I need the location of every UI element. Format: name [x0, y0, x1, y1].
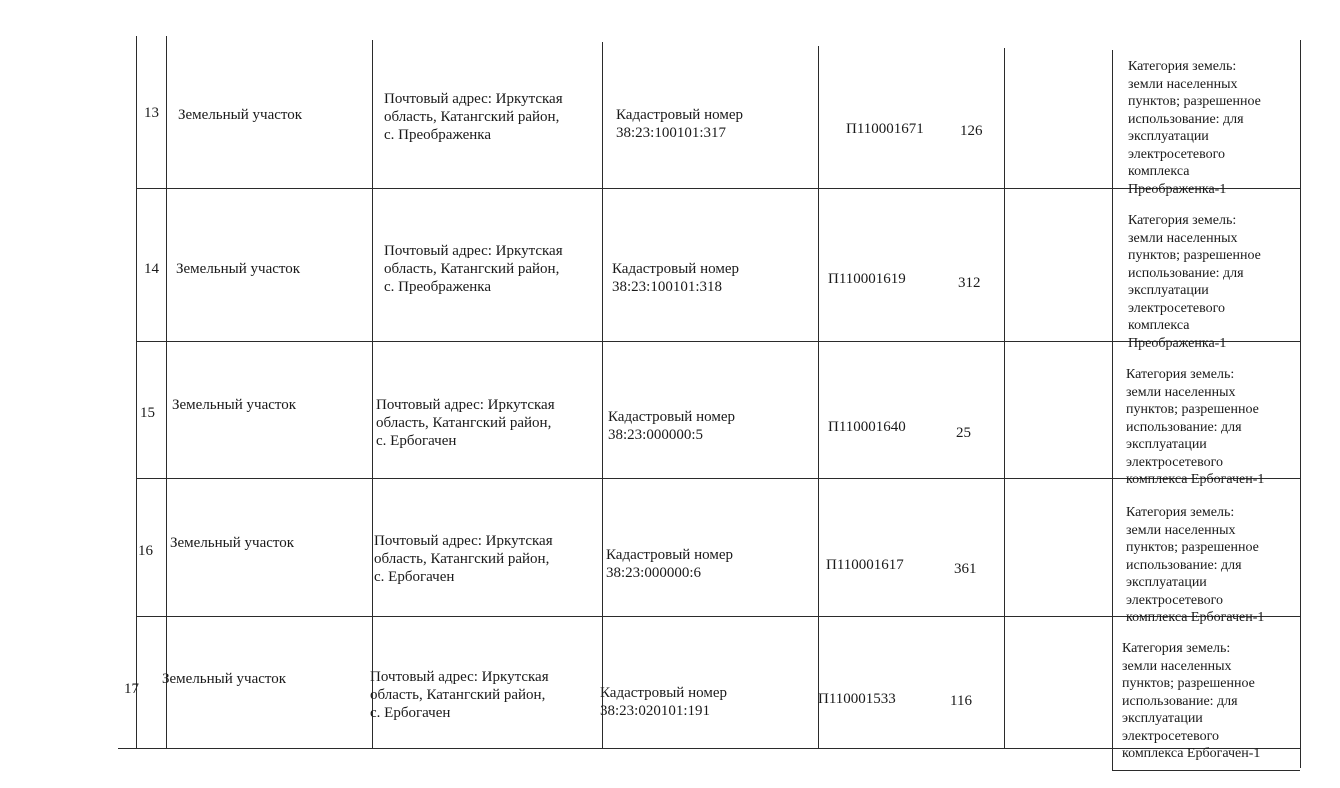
col-line-left — [136, 36, 137, 748]
inventory-number: П110001671 — [846, 121, 924, 137]
postal-address: Почтовый адрес: Иркутская область, Катангский район, с. Ербогачен — [376, 397, 555, 449]
cadastral-number: Кадастровый номер 38:23:000000:6 — [606, 547, 733, 581]
area-value: 312 — [958, 275, 981, 291]
row-line-14 — [136, 341, 1300, 342]
area-value: 361 — [954, 561, 977, 577]
row-number: 15 — [140, 405, 155, 421]
area-value: 116 — [950, 693, 972, 709]
col-line-area — [1112, 50, 1113, 770]
row-number: 17 — [124, 681, 139, 697]
col-line-right — [1300, 40, 1301, 768]
cadastral-number: Кадастровый номер 38:23:000000:5 — [608, 409, 735, 443]
land-category-note: Категория земель: земли населенных пунктов; разрешенное использование: для эксплуатации электросетевого комплекса Преображенка-1 — [1128, 59, 1261, 197]
object-type: Земельный участок — [172, 397, 297, 413]
cadastral-number: Кадастровый номер 38:23:100101:317 — [616, 107, 743, 141]
object-type: Земельный участок — [170, 535, 295, 551]
inventory-number: П110001640 — [828, 419, 906, 435]
col-line-cadastral — [818, 46, 819, 748]
object-type: Земельный участок — [176, 261, 301, 277]
postal-address: Почтовый адрес: Иркутская область, Катангский район, с. Ербогачен — [374, 533, 553, 585]
area-value: 126 — [960, 123, 983, 139]
note-line-bottom — [1112, 770, 1300, 771]
object-type: Земельный участок — [178, 107, 303, 123]
land-category-note: Категория земель: земли населенных пунктов; разрешенное использование: для эксплуатации электросетевого комплекса Преображенка-1 — [1128, 213, 1261, 351]
postal-address: Почтовый адрес: Иркутская область, Катангский район, с. Преображенка — [384, 243, 563, 295]
inventory-number: П110001533 — [818, 691, 896, 707]
postal-address: Почтовый адрес: Иркутская область, Катангский район, с. Ербогачен — [370, 669, 549, 721]
col-line-address — [602, 42, 603, 748]
land-category-note: Категория земель: земли населенных пунктов; разрешенное использование: для эксплуатации электросетевого комплекса Ербогачен-1 — [1126, 505, 1265, 625]
area-value: 25 — [956, 425, 971, 441]
object-type: Земельный участок — [162, 671, 287, 687]
col-line-inventory — [1004, 48, 1005, 748]
col-line-object — [372, 40, 373, 748]
row-number: 13 — [144, 105, 159, 121]
inventory-number: П110001617 — [826, 557, 904, 573]
row-number: 16 — [138, 543, 153, 559]
inventory-number: П110001619 — [828, 271, 906, 287]
land-category-note: Категория земель: земли населенных пунктов; разрешенное использование: для эксплуатации электросетевого комплекса Ербогачен-1 — [1122, 641, 1261, 761]
cadastral-number: Кадастровый номер 38:23:020101:191 — [600, 685, 727, 719]
row-number: 14 — [144, 261, 159, 277]
cadastral-number: Кадастровый номер 38:23:100101:318 — [612, 261, 739, 295]
col-line-num — [166, 36, 167, 748]
land-category-note: Категория земель: земли населенных пунктов; разрешенное использование: для эксплуатации электросетевого комплекса Ербогачен-1 — [1126, 367, 1265, 487]
row-line-13 — [136, 188, 1300, 189]
postal-address: Почтовый адрес: Иркутская область, Катангский район, с. Преображенка — [384, 91, 563, 143]
